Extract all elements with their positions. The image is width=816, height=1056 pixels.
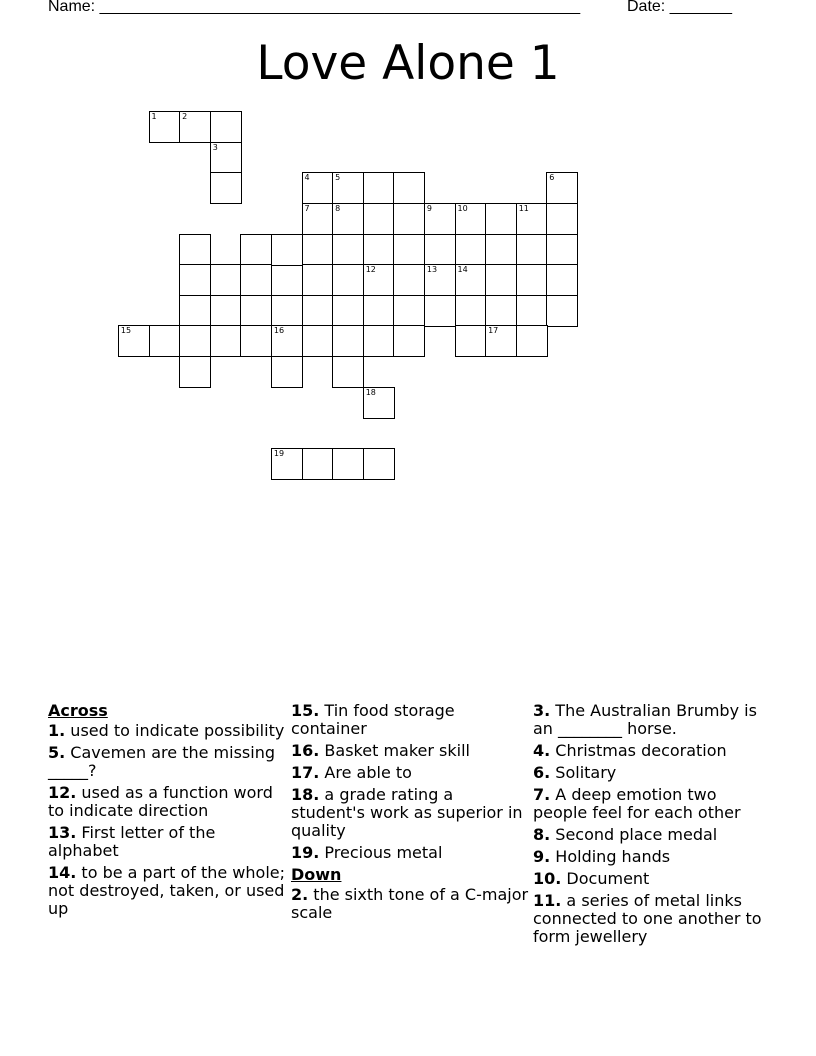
crossword-cell[interactable] — [332, 172, 364, 204]
clue-text: used as a function word to indicate direction — [48, 783, 273, 820]
clue-text: Basket maker skill — [319, 741, 470, 760]
down-clue — [533, 786, 771, 822]
clue-text: to be a part of the whole; not destroyed, taken, or used up — [48, 863, 285, 918]
crossword-cell[interactable] — [455, 325, 487, 357]
crossword-cell[interactable] — [485, 325, 517, 357]
puzzle-title: Love Alone 1 — [256, 36, 560, 91]
down-clue — [533, 892, 771, 946]
clue-number-label: 19. — [291, 843, 320, 862]
down-clue — [533, 826, 771, 844]
down-clue — [291, 886, 529, 922]
clue-text: the sixth tone of a C-major scale — [291, 885, 529, 922]
crossword-cell[interactable] — [210, 264, 242, 296]
clue-number-label: 12. — [48, 783, 77, 802]
clue-text: Precious metal — [319, 843, 443, 862]
clues-column-3 — [533, 702, 771, 950]
crossword-cell[interactable] — [424, 203, 456, 235]
crossword-cell[interactable] — [393, 325, 425, 357]
clue-number-label: 9. — [533, 847, 551, 866]
clue-number: 2 — [182, 112, 188, 122]
crossword-cell[interactable] — [393, 172, 425, 204]
clue-number-label: 6. — [533, 763, 551, 782]
crossword-cell[interactable] — [179, 356, 211, 388]
crossword-cell[interactable] — [424, 264, 456, 296]
crossword-cell[interactable] — [210, 295, 242, 327]
crossword-cell[interactable] — [149, 111, 181, 143]
crossword-cell[interactable] — [516, 203, 548, 235]
crossword-cell[interactable] — [271, 234, 303, 266]
across-clue-list — [48, 722, 286, 918]
crossword-cell[interactable] — [546, 295, 578, 327]
clue-text: a grade rating a student's work as superior in quality — [291, 785, 523, 840]
crossword-cell[interactable] — [332, 356, 364, 388]
crossword-cell[interactable] — [332, 203, 364, 235]
crossword-cell[interactable] — [516, 264, 548, 296]
crossword-cell[interactable] — [424, 295, 456, 327]
across-clue — [291, 764, 529, 782]
clue-number-label: 14. — [48, 863, 77, 882]
clue-number: 6 — [549, 173, 555, 183]
clues-column-1 — [48, 702, 286, 922]
crossword-cell[interactable] — [363, 387, 395, 419]
crossword-cell[interactable] — [455, 234, 487, 266]
crossword-cell[interactable] — [546, 234, 578, 266]
across-clue — [291, 786, 529, 840]
down-clue — [533, 870, 771, 888]
crossword-cell[interactable] — [240, 325, 272, 357]
clues-column-2 — [291, 702, 529, 926]
crossword-cell[interactable] — [516, 325, 548, 357]
clue-number-label: 18. — [291, 785, 320, 804]
clue-number: 17 — [488, 326, 499, 336]
crossword-cell[interactable] — [240, 295, 272, 327]
clue-number-label: 15. — [291, 701, 320, 720]
clue-number-label: 5. — [48, 743, 66, 762]
crossword-cell[interactable] — [546, 203, 578, 235]
crossword-cell[interactable] — [271, 295, 303, 327]
date-field-label: Date: _______ — [627, 0, 732, 15]
crossword-cell[interactable] — [210, 172, 242, 204]
crossword-cell[interactable] — [485, 203, 517, 235]
down-clue — [533, 848, 771, 866]
down-clue-list-continued — [533, 702, 771, 946]
clue-number-label: 3. — [533, 701, 551, 720]
crossword-cell[interactable] — [332, 295, 364, 327]
crossword-cell[interactable] — [302, 234, 334, 266]
crossword-cell[interactable] — [363, 295, 395, 327]
crossword-cell[interactable] — [455, 203, 487, 235]
crossword-cell[interactable] — [485, 295, 517, 327]
clue-number: 11 — [518, 204, 529, 213]
crossword-cell[interactable] — [363, 325, 395, 357]
across-clue — [48, 722, 286, 740]
clue-text: Tin food storage container — [291, 701, 455, 738]
crossword-cell[interactable] — [210, 325, 242, 357]
down-clue-list — [291, 886, 529, 922]
clue-text: Cavemen are the missing _____? — [48, 743, 275, 780]
down-heading: Down — [291, 865, 342, 884]
across-clue — [48, 784, 286, 820]
crossword-cell[interactable] — [302, 264, 334, 296]
crossword-cell[interactable] — [332, 448, 364, 480]
across-clue — [48, 824, 286, 860]
crossword-cell[interactable] — [179, 264, 211, 296]
crossword-cell[interactable] — [271, 448, 303, 480]
clue-number: 14 — [457, 265, 468, 275]
clue-number: 18 — [365, 387, 376, 397]
crossword-cell[interactable] — [332, 325, 364, 357]
clue-number-label: 8. — [533, 825, 551, 844]
clue-number-label: 4. — [533, 741, 551, 760]
crossword-cell[interactable] — [363, 234, 395, 266]
crossword-cell[interactable] — [302, 325, 334, 357]
crossword-cell[interactable] — [363, 203, 395, 235]
clue-number: 3 — [212, 142, 218, 152]
clue-text: Second place medal — [550, 825, 718, 844]
clue-text: a series of metal links connected to one another to form jewellery — [533, 891, 762, 946]
clue-text: Document — [561, 869, 650, 888]
crossword-cell[interactable] — [485, 234, 517, 266]
crossword-cell[interactable] — [179, 295, 211, 327]
name-field-label: Name: ______________________________________________________ — [48, 0, 581, 15]
clue-text: Holding hands — [550, 847, 671, 866]
clue-number: 5 — [335, 173, 341, 183]
crossword-cell[interactable] — [424, 234, 456, 266]
crossword-cell[interactable] — [179, 325, 211, 357]
across-clue — [291, 702, 529, 738]
clue-number: 13 — [426, 265, 438, 275]
clue-number-label: 7. — [533, 785, 551, 804]
crossword-cell[interactable] — [393, 295, 425, 327]
clue-number: 15 — [120, 326, 132, 336]
crossword-cell[interactable] — [546, 172, 578, 204]
clue-number-label: 16. — [291, 741, 320, 760]
clue-number: 16 — [273, 326, 285, 336]
clue-number: 19 — [273, 448, 285, 458]
across-clue — [48, 864, 286, 918]
clue-number-label: 1. — [48, 721, 66, 740]
crossword-cell[interactable] — [332, 234, 364, 266]
crossword-cell[interactable] — [210, 142, 242, 174]
across-clue — [291, 844, 529, 862]
down-clue — [533, 742, 771, 760]
clue-number: 4 — [304, 173, 310, 183]
clue-text: A deep emotion two people feel for each other — [533, 785, 741, 822]
crossword-cell[interactable] — [363, 448, 395, 480]
crossword-cell[interactable] — [149, 325, 181, 357]
crossword-cell[interactable] — [302, 295, 334, 327]
crossword-cell[interactable] — [455, 264, 487, 296]
down-clue — [533, 764, 771, 782]
crossword-cell[interactable] — [485, 264, 517, 296]
crossword-cell[interactable] — [393, 234, 425, 266]
clue-text: First letter of the alphabet — [48, 823, 216, 860]
clue-number-label: 10. — [533, 869, 562, 888]
clue-number-label: 17. — [291, 763, 320, 782]
clue-number: 7 — [304, 204, 310, 213]
across-clue — [291, 742, 529, 760]
clue-text: Are able to — [319, 763, 412, 782]
clue-text: used to indicate possibility — [65, 721, 285, 740]
crossword-cell[interactable] — [302, 448, 334, 480]
clue-number: 1 — [151, 112, 157, 122]
crossword-cell[interactable] — [240, 264, 272, 296]
clue-number-label: 2. — [291, 885, 309, 904]
crossword-cell[interactable] — [332, 264, 364, 296]
clue-text: The Australian Brumby is an ________ horse. — [533, 701, 757, 738]
clue-text: Solitary — [550, 763, 617, 782]
crossword-cell[interactable] — [179, 234, 211, 266]
crossword-cell[interactable] — [271, 325, 303, 357]
crossword-cell[interactable] — [546, 264, 578, 296]
clue-number: 8 — [335, 204, 341, 213]
clue-number: 9 — [426, 204, 432, 213]
clue-number-label: 13. — [48, 823, 77, 842]
crossword-cell[interactable] — [118, 325, 150, 357]
crossword-cell[interactable] — [240, 234, 272, 266]
crossword-cell[interactable] — [363, 172, 395, 204]
clue-number: 12 — [365, 265, 376, 275]
across-clue — [48, 744, 286, 780]
crossword-cell[interactable] — [210, 111, 242, 143]
crossword-cell[interactable] — [271, 356, 303, 388]
crossword-cell[interactable] — [393, 264, 425, 296]
crossword-cell[interactable] — [455, 295, 487, 327]
clue-number: 10 — [457, 204, 468, 213]
clue-number-label: 11. — [533, 891, 562, 910]
crossword-cell[interactable] — [302, 172, 334, 204]
crossword-cell[interactable] — [363, 264, 395, 296]
down-clue — [533, 702, 771, 738]
crossword-cell[interactable] — [179, 111, 211, 143]
crossword-cell[interactable] — [302, 203, 334, 235]
crossword-cell[interactable] — [393, 203, 425, 235]
across-heading: Across — [48, 701, 108, 720]
clue-text: Christmas decoration — [550, 741, 727, 760]
across-clue-list-continued — [291, 702, 529, 862]
